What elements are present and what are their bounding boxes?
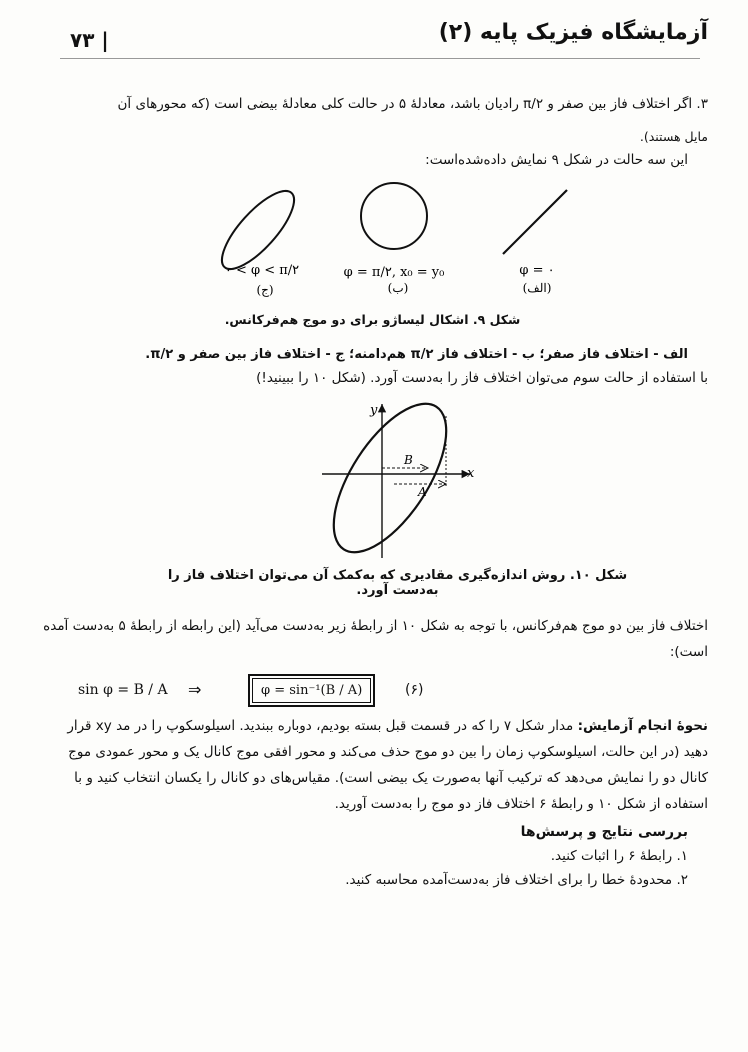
equation-lhs: sin φ = B / A bbox=[78, 682, 168, 698]
header-rule bbox=[60, 58, 700, 59]
page-header-title: آزمایشگاه فیزیک پایه (۲) bbox=[438, 20, 708, 45]
item3-line3: این سه حالت در شکل ۹ نمایش داده‌شده‌است: bbox=[425, 152, 688, 168]
procedure-line1-text: مدار شکل ۷ را که در قسمت قبل بسته بودیم، دوباره ببندید. اسیلوسکوپ را در مد xy قرار bbox=[67, 718, 574, 734]
procedure-line2: دهید (در این حالت، اسیلوسکوپ زمان را بین دو موج حذف می‌کند و محور افقی موج کانال یک و محور عمودی موج bbox=[68, 744, 708, 760]
fig9-b-label: φ = π/۲, x₀ = y₀ bbox=[343, 265, 445, 280]
equation-arrow: ⇒ bbox=[188, 680, 202, 699]
fig9-c-label: ۰ < φ < π/۲ bbox=[224, 263, 300, 278]
fig10-caption: شکل ۱۰. روش اندازه‌گیری مقادیری که به‌کمک آن می‌توان اختلاف فاز را به‌دست آورد. bbox=[167, 568, 628, 598]
fig10-y-label: y bbox=[370, 403, 378, 418]
fig9-b-tag: (ب) bbox=[387, 281, 409, 295]
lissajous-circle bbox=[361, 183, 427, 249]
fig10-x-label: x bbox=[467, 466, 475, 481]
para-third-state: با استفاده از حالت سوم می‌توان اختلاف فاز را به‌دست آورد. (شکل ۱۰ را ببینید!) bbox=[256, 370, 708, 386]
page-number: ۷۳ | bbox=[70, 28, 109, 52]
para-phase-line1: اختلاف فاز بین دو موج هم‌فرکانس، با توجه به شکل ۱۰ از رابطهٔ زیر به‌دست می‌آید (این رابطه از رابطهٔ ۵ به‌دست آمده bbox=[43, 618, 708, 634]
questions-list bbox=[48, 844, 688, 892]
question-1: ۱. رابطهٔ ۶ را اثبات کنید. bbox=[550, 848, 688, 864]
fig9-a-tag: (الف) bbox=[522, 281, 552, 295]
fig9-legend: الف - اختلاف فاز صفر؛ ب - اختلاف فاز π/۲ هم‌دامنه؛ ج - اختلاف فاز بین صفر و π/۲. bbox=[145, 347, 688, 362]
results-heading: بررسی نتایج و پرسش‌ها bbox=[520, 824, 688, 840]
item3-line1: ۳. اگر اختلاف فاز بین صفر و π/۲ رادیان باشد، معادلهٔ ۵ در حالت کلی معادلهٔ بیضی است (که محورهای آن bbox=[117, 96, 708, 112]
question-2: ۲. محدودهٔ خطا را برای اختلاف فاز به‌دست‌آمده محاسبه کنید. bbox=[345, 872, 688, 888]
fig9-caption: شکل ۹. اشکال لیساژو برای دو موج هم‌فرکانس. bbox=[224, 312, 521, 327]
fig10-b-label: B bbox=[404, 453, 413, 467]
fig10-a-label: A bbox=[418, 485, 427, 499]
fig9-c-tag: (ج) bbox=[256, 283, 274, 297]
procedure-line4: استفاده از شکل ۱۰ و رابطهٔ ۶ اختلاف فاز دو موج را به‌دست آورید. bbox=[334, 796, 708, 812]
figure-10 bbox=[300, 398, 480, 568]
para-phase-line2: است): bbox=[669, 644, 708, 660]
procedure-line1 bbox=[28, 714, 708, 739]
procedure-heading: نحوهٔ انجام آزمایش: bbox=[577, 718, 708, 734]
fig9-a-label: φ = ۰ bbox=[519, 263, 555, 278]
item3-line2: مایل هستند). bbox=[639, 129, 708, 144]
measurement-ellipse bbox=[312, 398, 468, 568]
lissajous-line bbox=[503, 190, 567, 254]
procedure-line3: کانال دو را نمایش می‌دهد که ترکیب آنها به‌صورت یک بیضی است). مقیاس‌های دو کانال را یکسان انتخاب کنید و با bbox=[74, 770, 708, 786]
equation-boxed bbox=[248, 674, 375, 707]
equation-boxed-text: φ = sin⁻¹(B / A) bbox=[252, 678, 371, 703]
equation-number: (۶) bbox=[405, 682, 424, 698]
figure-9 bbox=[0, 170, 748, 310]
